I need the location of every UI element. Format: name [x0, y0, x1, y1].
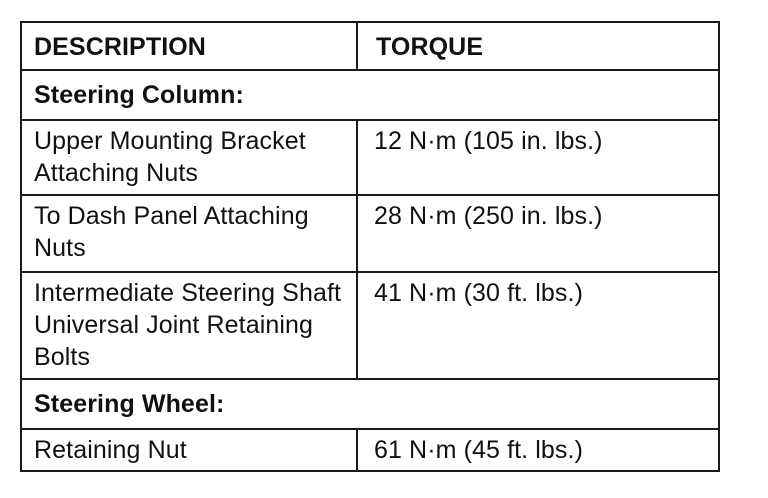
section-row-steering-column — [21, 70, 719, 120]
table-row — [21, 120, 719, 195]
section-title: Steering Wheel: — [21, 379, 719, 429]
description-cell: Retaining Nut — [21, 429, 357, 471]
column-header-torque: TORQUE — [357, 22, 719, 70]
column-header-description: DESCRIPTION — [21, 22, 357, 70]
torque-cell: 41 N·m (30 ft. lbs.) — [357, 272, 719, 379]
torque-cell: 61 N·m (45 ft. lbs.) — [357, 429, 719, 471]
table-row — [21, 272, 719, 379]
header-row — [21, 22, 719, 70]
section-title: Steering Column: — [21, 70, 719, 120]
torque-cell: 12 N·m (105 in. lbs.) — [357, 120, 719, 195]
description-cell: To Dash Panel Attaching Nuts — [21, 195, 357, 272]
table-row — [21, 429, 719, 471]
description-cell: Intermediate Steering Shaft Universal Joint Retaining Bolts — [21, 272, 357, 379]
torque-specification-table — [20, 21, 720, 472]
section-row-steering-wheel — [21, 379, 719, 429]
torque-cell: 28 N·m (250 in. lbs.) — [357, 195, 719, 272]
table-row — [21, 195, 719, 272]
description-cell: Upper Mounting Bracket Attaching Nuts — [21, 120, 357, 195]
